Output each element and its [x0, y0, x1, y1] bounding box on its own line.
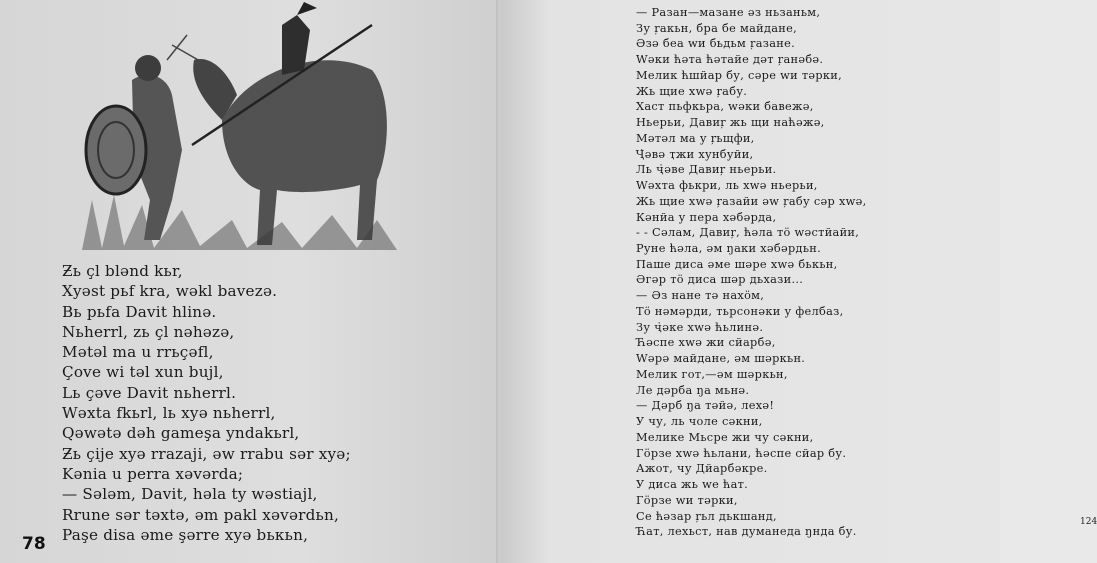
- text-line: У чу, ль чоле сəкни,: [636, 414, 763, 429]
- text-line: Зу ҷ̇əке хwə ћьлинə.: [636, 319, 764, 334]
- text-line: Мəтəл ма у ŗьщфи,: [636, 130, 755, 145]
- text-line: Ћат, лехьст, нав думанеда ŋнда бу.: [636, 524, 857, 539]
- text-line: — Дəрб ŋа тəйə, лехə!: [636, 398, 775, 413]
- text-line: Wəки ћəта ћəтайе дəт ŗанəбə.: [636, 52, 824, 67]
- illustration: [72, 0, 402, 252]
- text-line: Ль ҷ̇əве Давиŗ ньерьи.: [636, 162, 777, 177]
- text-line: Wəхта фькри, ль хwə ньерьи,: [636, 178, 818, 193]
- text-line: Ажот, чу Дйарбəкре.: [636, 461, 768, 476]
- text-line: Ле дəрба ŋа мьнə.: [636, 382, 750, 397]
- text-line: Мелик гот,—əм шəркьн,: [636, 366, 788, 381]
- text-line: Мелик ћшйар бу, сəре wи тəрки,: [636, 67, 843, 82]
- left-page-number: 78: [22, 534, 46, 554]
- text-line: Зу ŗакьн, бра бе майдане,: [636, 20, 798, 35]
- text-line: Жь щие хwə ŗазайи əw ŗабу сəр хwə,: [636, 193, 867, 208]
- text-line: Пашe диса əме шəре хwə бькьн,: [636, 256, 838, 271]
- text-line: Lь çəve Davit nьherrl.: [62, 383, 237, 402]
- text-line: Вь pьfa Davit hlinə.: [62, 302, 217, 321]
- text-line: Ƶь çije xyə rrazaji, əw rrabu sər xyə;: [62, 444, 351, 463]
- text-line: У диса жь we ћат.: [636, 477, 749, 492]
- text-line: Paşe disa əme şərre xyə bькьn,: [62, 525, 309, 544]
- text-line: Ҷ̇əвə ҭжи хунбуйи,: [636, 146, 754, 161]
- text-line: Əзə беа wи бьдьм ŗазане.: [636, 36, 795, 51]
- text-line: Wəрə майдане, əм шəркьн.: [636, 351, 806, 366]
- text-line: — Разан—мазане əз ньзаньм,: [636, 5, 821, 19]
- text-line: Гöрзе wи тəрки,: [636, 492, 738, 507]
- text-line: Nьherrl, zь çl nəhəzə,: [62, 322, 235, 341]
- text-line: Ньерьи, Давиŗ жь щи наћəжə,: [636, 115, 825, 130]
- text-line: Kənia u perra xəvərda;: [62, 464, 244, 483]
- text-line: Гöрзе хwə ћьлани, ћəспе сйар бу.: [636, 445, 847, 460]
- text-line: Qəwətə dəh gameşa yndakьrl,: [62, 424, 300, 443]
- text-line: - - Сəлам, Давиŗ, ћəла тö wəстйайи,: [636, 225, 860, 240]
- text-line: Wəxta fkьrl, lь xyə nьherrl,: [62, 404, 276, 423]
- text-line: Жь щие хwə ŗабу.: [636, 83, 748, 98]
- text-line: Руне ћəла, əм ŋаки хəбəрдьн.: [636, 241, 822, 256]
- right-page-number: 124: [1080, 517, 1097, 527]
- text-line: — Əз нане тə нахöм,: [636, 288, 765, 303]
- right-poem-text: [636, 5, 996, 540]
- text-line: — Sələm, Davit, həla ty wəstiajl,: [62, 485, 318, 504]
- text-line: Хаст пьфкьра, wəки бавежə,: [636, 99, 814, 114]
- text-line: Кəнйа у пера хəбəрда,: [636, 209, 777, 224]
- text-line: Mətəl ma u rrьçəfl,: [62, 343, 214, 362]
- text-line: Ƶь çl blənd kьr,: [62, 262, 183, 280]
- text-line: Се ћəзар ŗьл дькшанд,: [636, 508, 777, 523]
- text-line: Мелике Мьсре жи чу сəкни,: [636, 429, 814, 444]
- left-poem-text: [62, 261, 482, 545]
- text-line: Rrune sər təxtə, əm pakl xəvərdьn,: [62, 505, 340, 524]
- text-line: Çove wi təl xun bujl,: [62, 363, 224, 382]
- text-line: Xyəst pьf kra, wəkl bavezə.: [62, 282, 278, 301]
- text-line: Ћəспе хwə жи сйарбə,: [636, 335, 776, 350]
- text-line: Əгəр тö диса шəр дьхази...: [636, 272, 804, 287]
- text-line: Тö нəмəрди, тьрсонəки у фелбаз,: [636, 303, 844, 318]
- left-page: [0, 0, 500, 563]
